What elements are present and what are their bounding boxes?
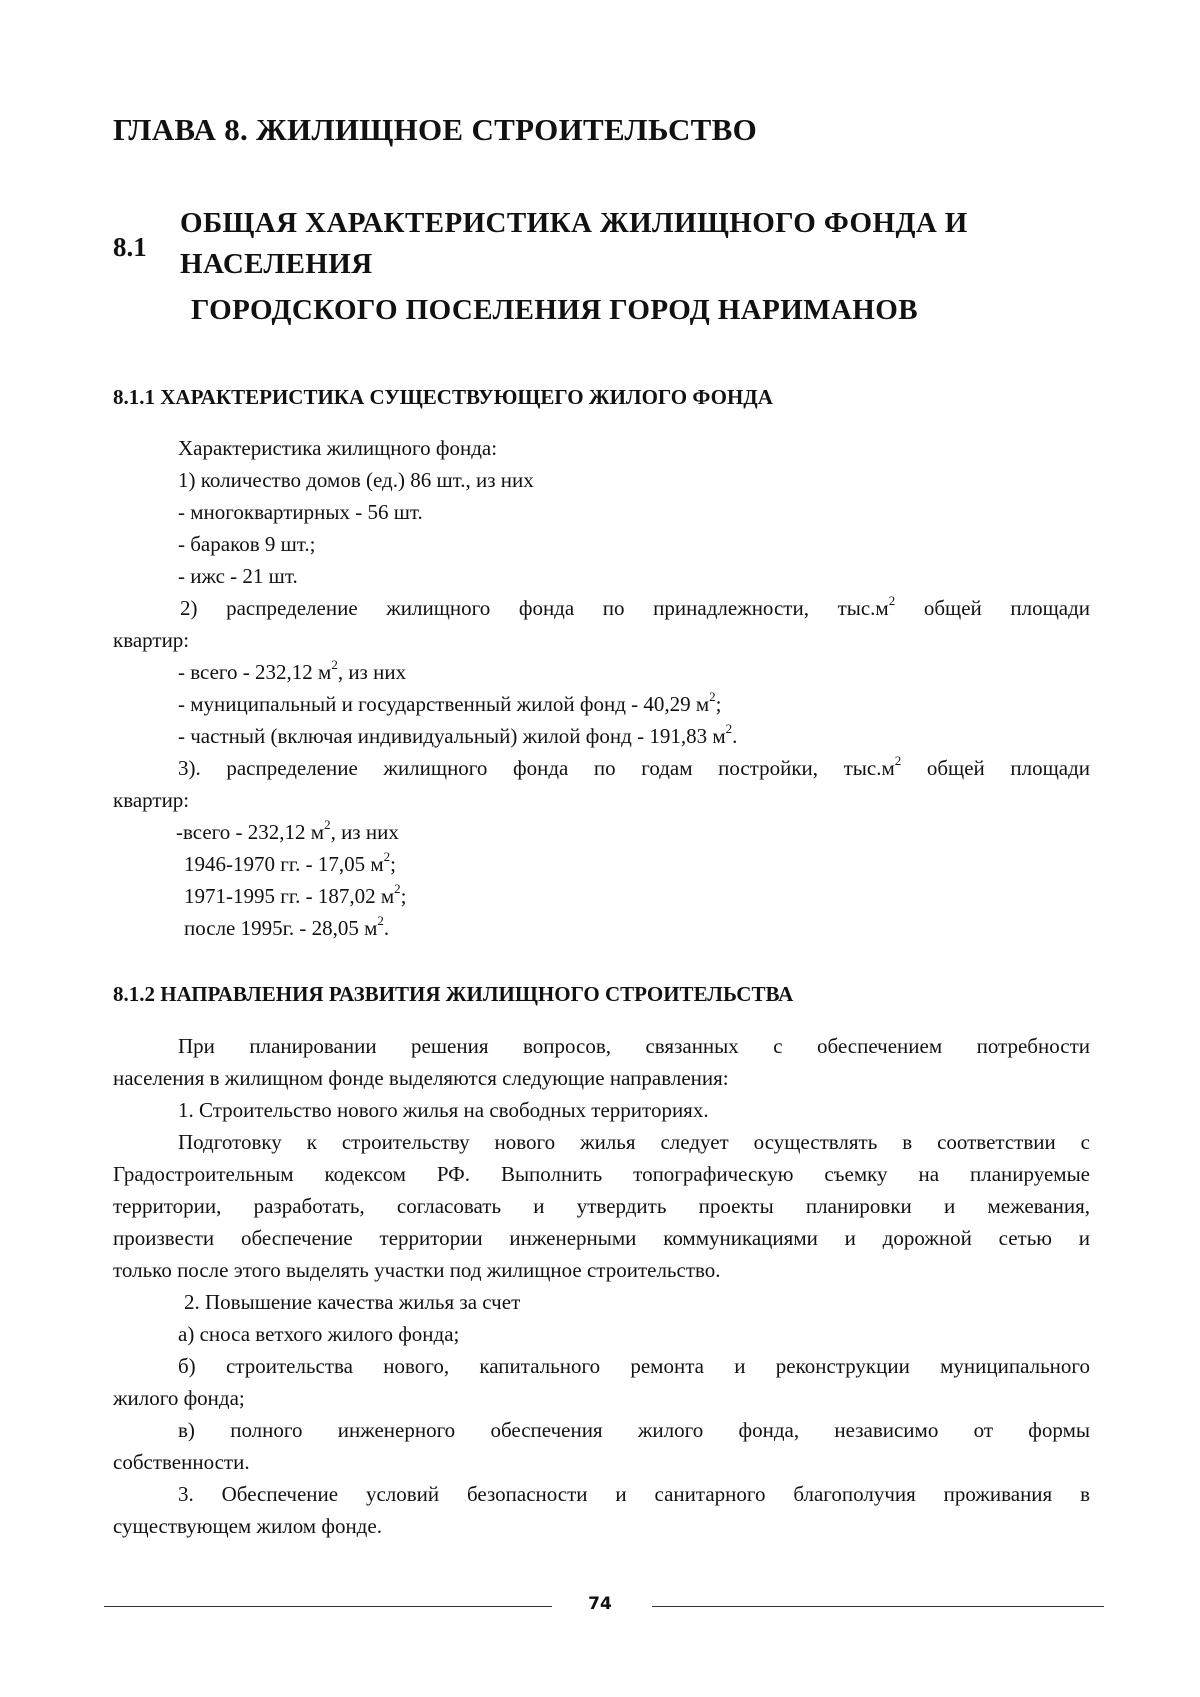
section-title-line-3: ГОРОДСКОГО ПОСЕЛЕНИЯ ГОРОД НАРИМАНОВ — [191, 294, 918, 326]
text-line: в) полного инженерного обеспечения жилого фонда, независимо от формы — [178, 1418, 1090, 1442]
text-line: собственности. — [113, 1450, 250, 1474]
page-number: 74 — [588, 1594, 612, 1614]
text-fragment: - частный (включая индивидуальный) жилой фонд - 191,83 м — [178, 724, 726, 748]
text-fragment: , из них — [330, 820, 399, 844]
text-fragment: . — [732, 724, 738, 748]
text-fragment: 3). распределение жилищного фонда по годам постройки, тыс.м — [178, 756, 895, 780]
footer-rule-right — [652, 1606, 1104, 1607]
text-fragment: ; — [390, 852, 396, 876]
subsection-title-8-1-2: 8.1.2 НАПРАВЛЕНИЯ РАЗВИТИЯ ЖИЛИЩНОГО СТРОИТЕЛЬСТВА — [113, 982, 794, 1006]
text-fragment: ; — [400, 884, 407, 908]
superscript: 2 — [383, 849, 391, 864]
superscript: 2 — [324, 817, 331, 832]
text-line: 2. Повышение качества жилья за счет — [184, 1290, 521, 1314]
subsection-title-8-1-1: 8.1.1 ХАРАКТЕРИСТИКА СУЩЕСТВУЮЩЕГО ЖИЛОГО ФОНДА — [113, 385, 773, 409]
superscript: 2 — [725, 721, 733, 736]
text-line: - бараков 9 шт.; — [178, 532, 316, 556]
text-fragment: -всего - 232,12 м — [176, 820, 325, 844]
text-fragment: - муниципальный и государственный жилой фонд - 40,29 м — [178, 692, 710, 716]
text-line: только после этого выделять участки под жилищное строительство. — [113, 1258, 721, 1282]
superscript: 2 — [377, 913, 384, 928]
text-line: произвести обеспечение территории инженерными коммуникациями и дорожной сетью и — [113, 1226, 1090, 1250]
superscript: 2 — [888, 593, 896, 608]
text-line: существующем жилом фонде. — [113, 1514, 382, 1538]
text-line: населения в жилищном фонде выделяются следующие направления: — [113, 1066, 729, 1090]
text-fragment: - всего - 232,12 м — [178, 660, 332, 684]
text-line — [113, 912, 1090, 944]
text-line — [113, 816, 1090, 848]
text-fragment: 1971-1995 гг. - 187,02 м — [184, 884, 395, 908]
text-line — [113, 720, 1090, 752]
text-line — [113, 752, 1090, 784]
section-title-line-1: ОБЩАЯ ХАРАКТЕРИСТИКА ЖИЛИЩНОГО ФОНДА И — [180, 207, 968, 239]
text-line: Градостроительным кодексом РФ. Выполнить топографическую съемку на планируемые — [113, 1162, 1090, 1186]
text-line: Характеристика жилищного фонда: — [178, 436, 498, 460]
text-fragment: ; — [715, 692, 722, 716]
text-line: квартир: — [113, 788, 190, 812]
text-line — [113, 848, 1090, 880]
section-number: 8.1 — [113, 232, 147, 262]
text-line: территории, разработать, согласовать и утвердить проекты планировки и межевания, — [113, 1194, 1090, 1218]
text-fragment: общей площади — [901, 756, 1090, 780]
text-line: - многоквартирных - 56 шт. — [178, 500, 423, 524]
subsection-8-1-2-body — [113, 1030, 1090, 1542]
text-line — [113, 656, 1090, 688]
superscript: 2 — [331, 657, 338, 672]
text-line — [113, 880, 1090, 912]
superscript: 2 — [709, 689, 716, 704]
text-line: квартир: — [113, 628, 190, 652]
superscript: 2 — [894, 753, 902, 768]
text-fragment: , из них — [337, 660, 407, 684]
text-fragment: 1946-1970 гг. - 17,05 м — [184, 852, 384, 876]
text-fragment: . — [383, 916, 390, 940]
chapter-title: ГЛАВА 8. ЖИЛИЩНОЕ СТРОИТЕЛЬСТВО — [113, 112, 758, 147]
text-fragment: 2) распределение жилищного фонда по принадлежности, тыс.м — [180, 596, 889, 620]
text-line: - ижс - 21 шт. — [178, 564, 298, 588]
text-line: жилого фонда; — [113, 1386, 245, 1410]
text-line: б) строительства нового, капитального ремонта и реконструкции муниципального — [178, 1354, 1090, 1378]
text-fragment: после 1995г. - 28,05 м — [184, 916, 378, 940]
superscript: 2 — [394, 881, 401, 896]
subsection-8-1-1-body — [113, 432, 1090, 944]
text-line: Подготовку к строительству нового жилья следует осуществлять в соответствии с — [178, 1130, 1090, 1154]
text-line: 1) количество домов (ед.) 86 шт., из них — [178, 468, 534, 492]
text-line — [113, 688, 1090, 720]
text-line — [113, 592, 1090, 624]
section-title-line-2: НАСЕЛЕНИЯ — [180, 248, 373, 280]
text-line: а) сноса ветхого жилого фонда; — [178, 1322, 460, 1346]
text-line: 1. Строительство нового жилья на свободных территориях. — [178, 1098, 709, 1122]
text-fragment: общей площади — [895, 596, 1090, 620]
text-line: При планировании решения вопросов, связанных с обеспечением потребности — [178, 1034, 1090, 1058]
text-line: 3. Обеспечение условий безопасности и санитарного благополучия проживания в — [178, 1482, 1090, 1506]
